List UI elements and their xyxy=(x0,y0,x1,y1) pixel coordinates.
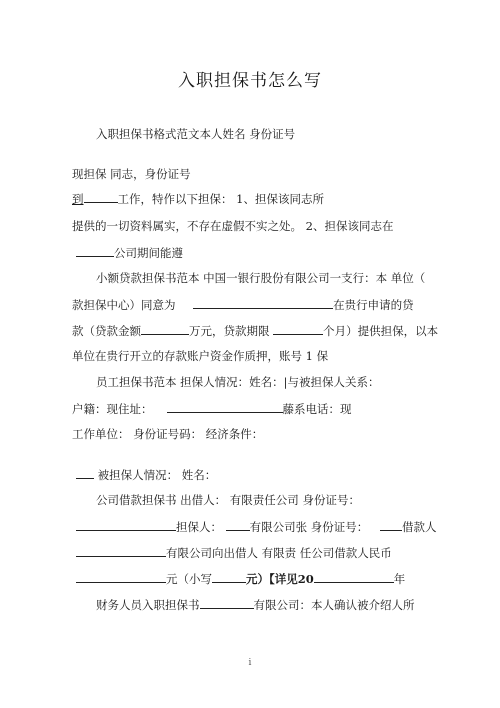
blank-underline xyxy=(193,296,333,309)
text-line xyxy=(72,400,352,417)
text-segment: 有限公司：本人确认被介绍人所 xyxy=(253,598,415,612)
text-segment: 款（贷款金额 xyxy=(72,324,141,338)
blank-underline xyxy=(167,400,283,413)
text-segment: 个月）提供担保，以本 xyxy=(323,324,439,338)
text-line xyxy=(76,570,405,587)
blank-underline xyxy=(76,544,166,557)
text-segment: 借款人 xyxy=(401,520,437,534)
text-segment: 公司期间能遵 xyxy=(114,246,183,260)
text-line: 单位在贵行开立的存款账户资金作质押，账号 1 保 xyxy=(72,349,329,363)
blank-underline xyxy=(141,322,189,335)
blank-underline xyxy=(76,466,94,479)
text-segment: 万元，贷款期限 xyxy=(189,324,270,338)
text-line: 现担保 同志，身份证号 xyxy=(72,167,191,181)
text-segment: 被担保人情况： 姓名： xyxy=(97,468,217,482)
document-title: 入职担保书怎么写 xyxy=(178,71,322,91)
text-line xyxy=(76,544,392,561)
blank-underline xyxy=(76,518,176,531)
blank-underline xyxy=(380,518,402,531)
text-segment: 元）【详见20 xyxy=(246,572,314,586)
text-line xyxy=(72,322,438,339)
text-line: 提供的一切资料属实，不存在虚假不实之处。 2、担保该同志在 xyxy=(72,219,394,233)
text-segment: 财务人员入职担保书 xyxy=(96,598,200,612)
blank-underline xyxy=(84,190,118,203)
text-line: 入职担保书格式范文本人姓名 身份证号 xyxy=(96,127,296,141)
text-line xyxy=(76,466,216,483)
text-segment: 元（小写 xyxy=(166,572,212,586)
text-line xyxy=(76,518,436,535)
text-segment: 担保人： xyxy=(176,520,222,534)
text-segment: 有限公司张 身份证号： xyxy=(249,520,369,534)
text-line xyxy=(72,296,414,313)
text-line: 工作单位： 身份证号码： 经济条件： xyxy=(72,427,264,441)
text-segment: 在贵行申请的贷 xyxy=(333,298,414,312)
blank-underline xyxy=(76,570,166,583)
text-line xyxy=(96,596,415,613)
page-number: i xyxy=(248,658,252,668)
text-segment: 户籍：现住址： xyxy=(72,402,153,416)
text-line xyxy=(76,244,183,261)
text-segment: 工作，特作以下担保： 1、担保该同志所 xyxy=(117,192,324,206)
blank-underline xyxy=(76,244,114,257)
blank-underline xyxy=(273,322,323,335)
text-segment: 有限公司向出借人 有限责 任公司借款人民币 xyxy=(166,546,392,560)
blank-underline xyxy=(314,570,394,583)
blank-underline xyxy=(226,518,250,531)
text-line xyxy=(72,190,324,207)
text-segment: 藤系电话：现 xyxy=(282,402,352,416)
text-line: 员工担保书范本 担保人情况：姓名：|与被担保人关系： xyxy=(96,375,380,389)
text-segment: 款担保中心）同意为 xyxy=(72,298,176,312)
text-segment: 年 xyxy=(393,572,406,586)
text-segment: 到 xyxy=(72,192,84,206)
text-line: 公司借款担保书 出借人： 有限责任公司 身份证号： xyxy=(96,493,360,507)
blank-underline xyxy=(200,596,254,609)
text-line: 小额贷款担保书范本 中国一银行股份有限公司一支行：本 单位（ xyxy=(96,271,426,285)
blank-underline xyxy=(212,570,246,583)
